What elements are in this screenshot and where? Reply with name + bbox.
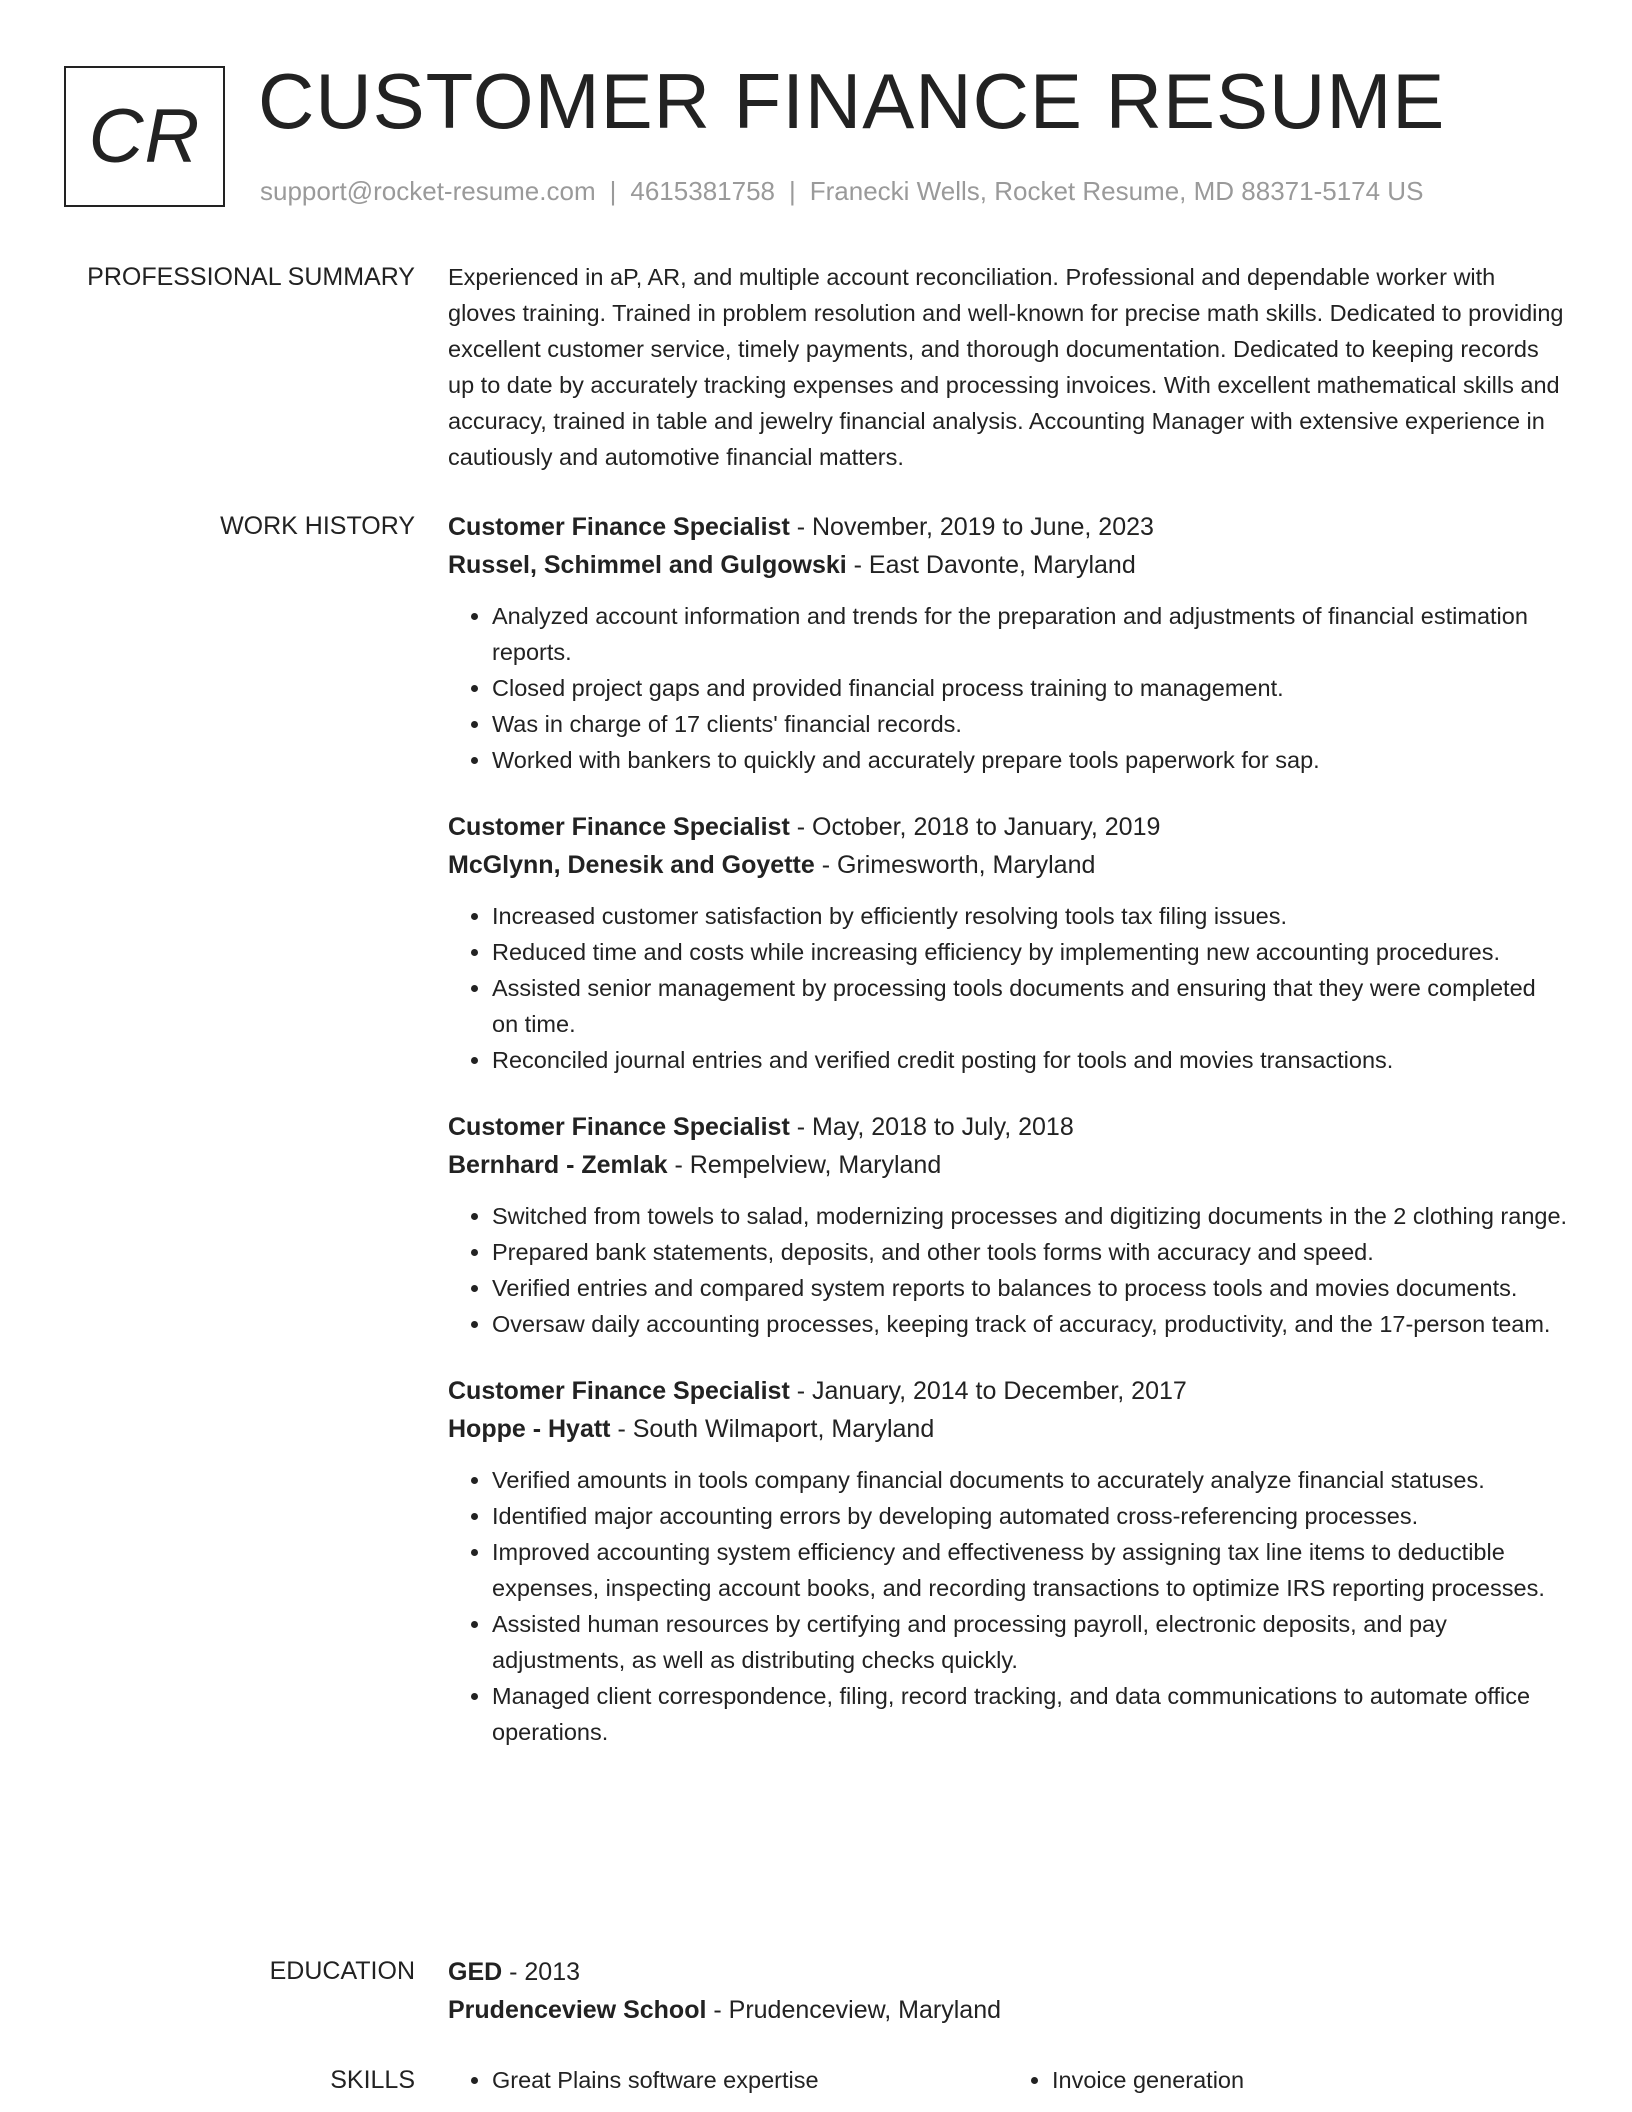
job-entry xyxy=(448,808,1568,1078)
job-bullet: • Managed client correspondence, filing, record tracking, and data communications to automate office operations. xyxy=(492,1678,1568,1750)
job-dates: - January, 2014 to December, 2017 xyxy=(789,1377,1187,1405)
job-company: Bernhard - Zemlak xyxy=(448,1151,668,1179)
job-bullet: • Reduced time and costs while increasing efficiency by implementing new accounting procedures. xyxy=(492,934,1568,970)
education-degree-line xyxy=(448,1953,1568,1991)
job-dates: - November, 2019 to June, 2023 xyxy=(789,513,1154,541)
contact-separator: | xyxy=(789,176,796,206)
skills-grid xyxy=(448,2062,1568,2098)
job-entry xyxy=(448,508,1568,778)
education-degree: GED xyxy=(448,1958,503,1986)
job-entry xyxy=(448,1372,1568,1750)
job-company-line xyxy=(448,546,1568,584)
contact-line xyxy=(260,176,1423,207)
summary-body xyxy=(448,259,1568,475)
job-location: - Grimesworth, Maryland xyxy=(814,851,1096,879)
job-bullet: • Worked with bankers to quickly and accurately prepare tools paperwork for sap. xyxy=(492,742,1568,778)
job-location: - East Davonte, Maryland xyxy=(846,551,1136,579)
job-bullet: • Oversaw daily accounting processes, keeping track of accuracy, productivity, and the 17-person team. xyxy=(492,1306,1568,1342)
job-bullet-list xyxy=(448,1198,1568,1342)
job-entry xyxy=(448,1108,1568,1342)
summary-label: PROFESSIONAL SUMMARY xyxy=(87,263,415,291)
job-title: Customer Finance Specialist xyxy=(448,1113,790,1141)
job-company: McGlynn, Denesik and Goyette xyxy=(448,851,815,879)
skill-item: • Great Plains software expertise xyxy=(492,2062,1008,2098)
education-year: - 2013 xyxy=(502,1958,581,1986)
monogram-logo: CR xyxy=(64,66,225,207)
job-title-line xyxy=(448,1108,1568,1146)
skills-body xyxy=(448,2062,1568,2098)
job-title: Customer Finance Specialist xyxy=(448,513,790,541)
job-location: - Rempelview, Maryland xyxy=(667,1151,942,1179)
education-school-line xyxy=(448,1991,1568,2029)
job-bullet: • Verified amounts in tools company financial documents to accurately analyze financial statuses. xyxy=(492,1462,1568,1498)
job-title-line xyxy=(448,1372,1568,1410)
job-company-line xyxy=(448,1146,1568,1184)
job-bullet: • Increased customer satisfaction by efficiently resolving tools tax filing issues. xyxy=(492,898,1568,934)
job-bullet: • Assisted human resources by certifying and processing payroll, electronic deposits, and pay adjustments, as well as distributing checks quickly. xyxy=(492,1606,1568,1678)
job-title-line xyxy=(448,808,1568,846)
education-school: Prudenceview School xyxy=(448,1996,707,2024)
summary-text: Experienced in aP, AR, and multiple account reconciliation. Professional and dependable worker with gloves training. Trained in problem resolution and well-known for precise math skills. Dedicated to providing excellent customer service, timely payments, and thorough documentation. Dedicated to keeping records up to date by accurately tracking expenses and processing invoices. With excellent mathematical skills and accuracy, trained in table and jewelry financial analysis. Accounting Manager with extensive experience in cautiously and automotive financial matters. xyxy=(448,264,1564,470)
contact-phone: 4615381758 xyxy=(630,176,775,206)
job-bullet: • Prepared bank statements, deposits, and other tools forms with accuracy and speed. xyxy=(492,1234,1568,1270)
work-history-body xyxy=(448,508,1568,1780)
job-bullet-list xyxy=(448,898,1568,1078)
job-bullet-list xyxy=(448,1462,1568,1750)
contact-separator: | xyxy=(609,176,617,206)
job-bullet: • Assisted senior management by processing tools documents and ensuring that they were completed on time. xyxy=(492,970,1568,1042)
skill-item: • Invoice generation xyxy=(1052,2062,1568,2098)
skills-column-right xyxy=(1008,2062,1568,2098)
job-title: Customer Finance Specialist xyxy=(448,813,790,841)
education-location: - Prudenceview, Maryland xyxy=(706,1996,1002,2024)
job-bullet: • Was in charge of 17 clients' financial records. xyxy=(492,706,1568,742)
job-bullet: • Closed project gaps and provided financial process training to management. xyxy=(492,670,1568,706)
work-history-label: WORK HISTORY xyxy=(220,512,415,540)
job-bullet: • Improved accounting system efficiency and effectiveness by assigning tax line items to deductible expenses, inspecting account books, and recording transactions to optimize IRS reporting processes. xyxy=(492,1534,1568,1606)
job-company: Russel, Schimmel and Gulgowski xyxy=(448,551,847,579)
job-company-line xyxy=(448,1410,1568,1448)
job-bullet: • Identified major accounting errors by developing automated cross-referencing processes. xyxy=(492,1498,1568,1534)
job-bullet: • Switched from towels to salad, modernizing processes and digitizing documents in the 2 clothing range. xyxy=(492,1198,1568,1234)
job-bullet-list xyxy=(448,598,1568,778)
job-bullet: • Reconciled journal entries and verified credit posting for tools and movies transactions. xyxy=(492,1042,1568,1078)
job-dates: - May, 2018 to July, 2018 xyxy=(789,1113,1074,1141)
job-title: Customer Finance Specialist xyxy=(448,1377,790,1405)
education-label: EDUCATION xyxy=(269,1957,415,1985)
job-title-line xyxy=(448,508,1568,546)
job-bullet: • Analyzed account information and trends for the preparation and adjustments of financial estimation reports. xyxy=(492,598,1568,670)
skills-label: SKILLS xyxy=(330,2066,415,2094)
job-company: Hoppe - Hyatt xyxy=(448,1415,611,1443)
job-bullet: • Verified entries and compared system reports to balances to process tools and movies documents. xyxy=(492,1270,1568,1306)
job-company-line xyxy=(448,846,1568,884)
contact-address: Franecki Wells, Rocket Resume, MD 88371-5174 US xyxy=(809,176,1424,206)
job-location: - South Wilmaport, Maryland xyxy=(610,1415,935,1443)
page-title: CUSTOMER FINANCE RESUME xyxy=(258,57,1446,145)
skills-column-left xyxy=(448,2062,1008,2098)
job-dates: - October, 2018 to January, 2019 xyxy=(789,813,1161,841)
contact-email: support@rocket-resume.com xyxy=(260,176,596,206)
education-body xyxy=(448,1953,1568,2029)
